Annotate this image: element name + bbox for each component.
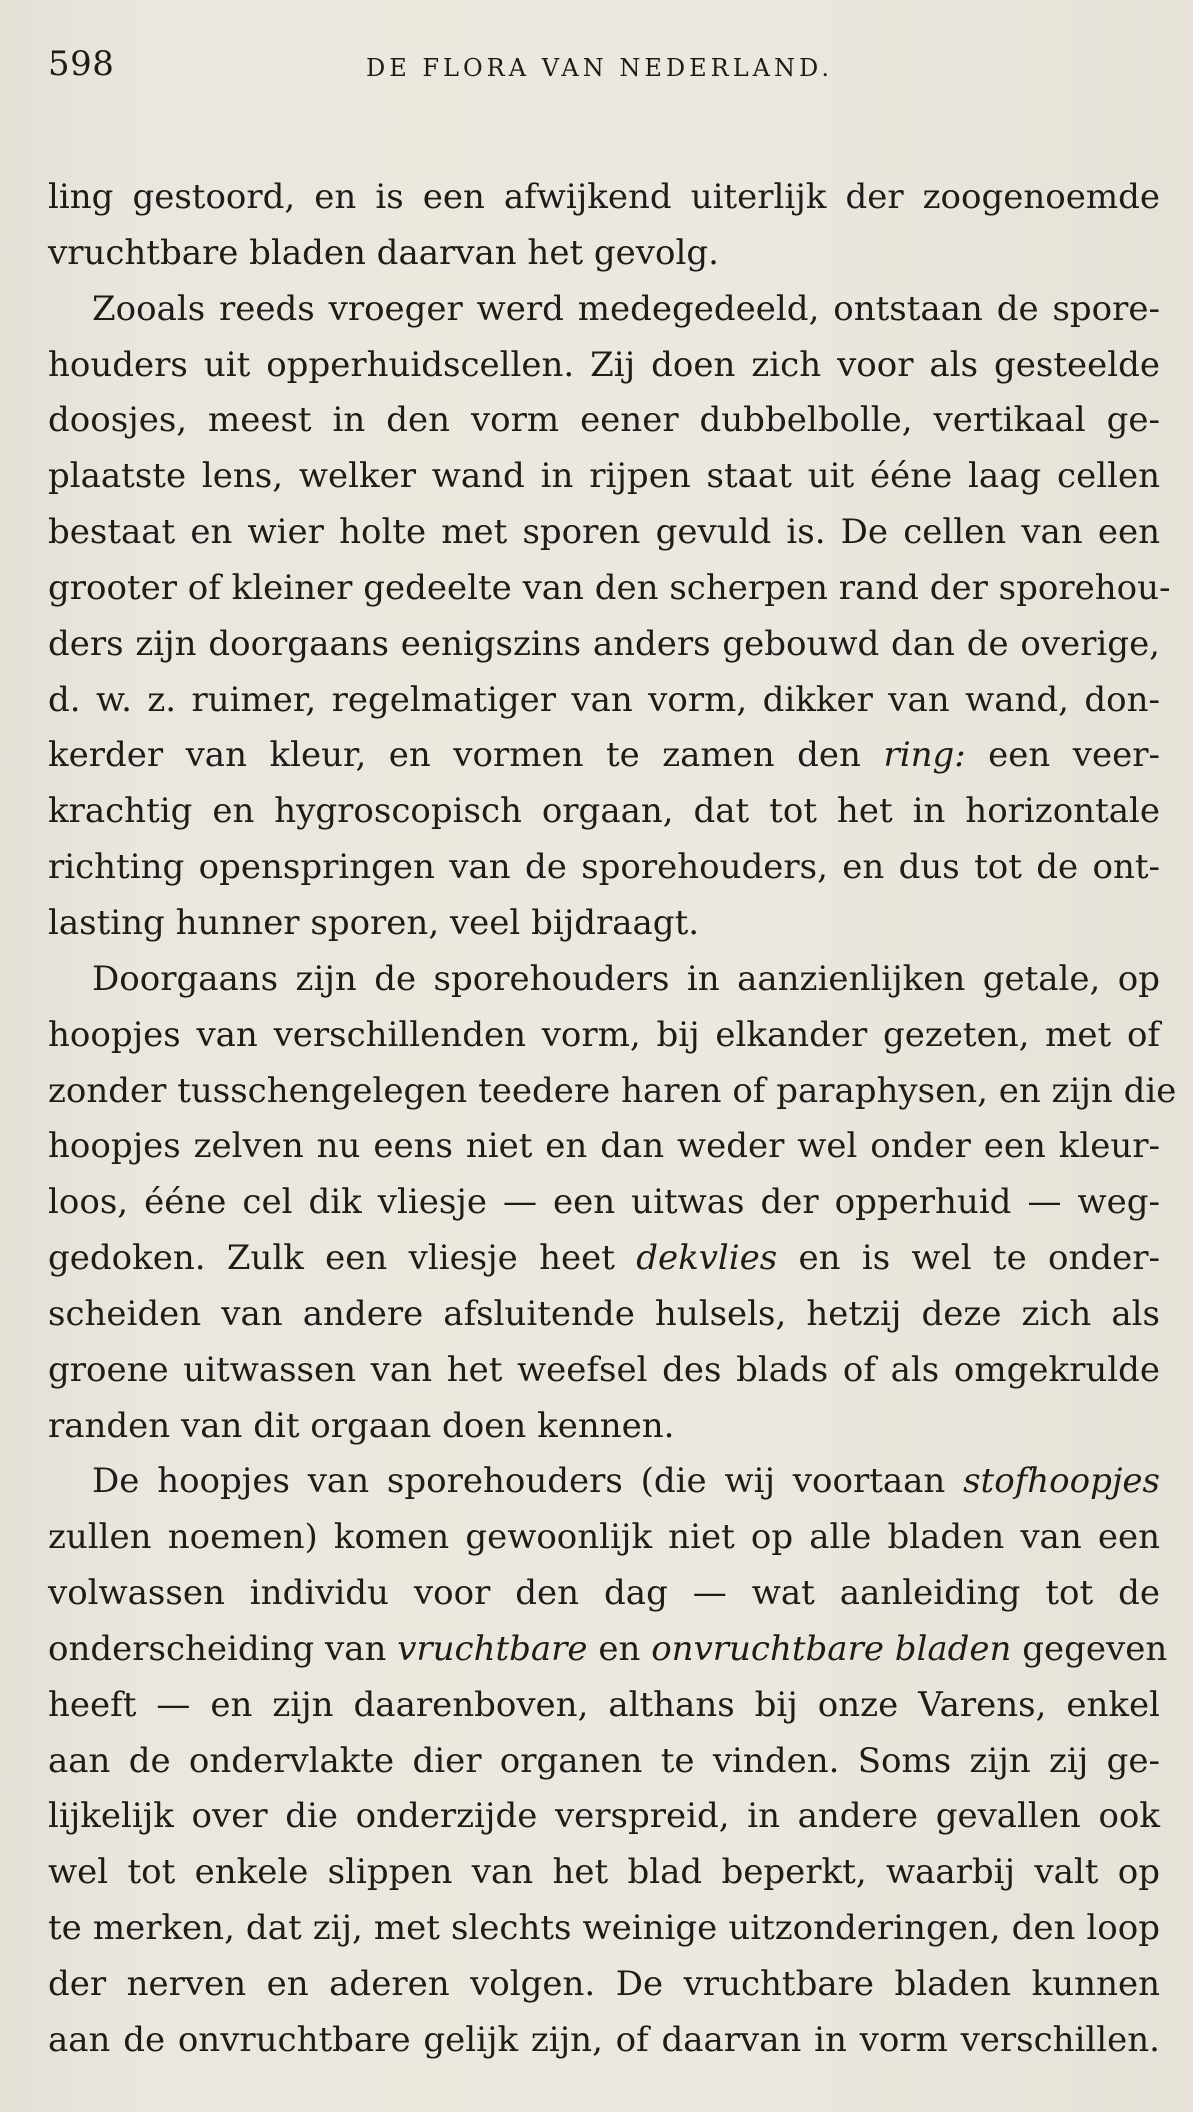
text-line: aan de ondervlakte dier organen te vinden. Soms zijn zij ge-	[48, 1740, 1160, 1781]
paragraph-start-line: Zooals reeds vroeger werd medegedeeld, ontstaan de spore-	[92, 288, 1160, 329]
page-number: 598	[48, 44, 115, 84]
text-line: hoopjes zelven nu eens niet en dan weder wel onder een kleur-	[48, 1126, 1160, 1167]
text-segment: en is wel te onder-	[777, 1238, 1160, 1279]
text-line: vruchtbare bladen daarvan het gevolg.	[48, 232, 719, 273]
text-segment: onderscheiding van	[48, 1628, 398, 1669]
text-line: bestaat en wier holte met sporen gevuld is. De cellen van een	[48, 512, 1160, 553]
paragraph-start-line: Doorgaans zijn de sporehouders in aanzienlijken getale, op	[92, 958, 1160, 999]
text-line: grooter of kleiner gedeelte van den scherpen rand der sporehou-	[48, 567, 1171, 608]
paragraph-start-line-stofhoopjes	[48, 1454, 1160, 1510]
text-segment: een veer-	[965, 735, 1160, 776]
text-line: plaatste lens, welker wand in rijpen staat uit ééne laag cellen	[48, 456, 1160, 497]
text-line: zullen noemen) komen gewoonlijk niet op alle bladen van een	[48, 1517, 1160, 1558]
text-line: te merken, dat zij, met slechts weinige uitzonderingen, den loop	[48, 1908, 1160, 1949]
italic-term-onvruchtbare-bladen: onvruchtbare bladen	[651, 1628, 1012, 1669]
page-header	[48, 44, 1163, 104]
text-line-bladen	[48, 1622, 1168, 1678]
text-line: d. w. z. ruimer, regelmatiger van vorm, dikker van wand, don-	[48, 679, 1160, 720]
text-line: zonder tusschengelegen teedere haren of paraphysen, en zijn die	[48, 1070, 1177, 1111]
text-line: randen van dit orgaan doen kennen.	[48, 1405, 675, 1446]
text-line: heeft — en zijn daarenboven, althans bij onze Varens, enkel	[48, 1684, 1160, 1725]
running-title: DE FLORA VAN NEDERLAND.	[366, 54, 833, 82]
text-line: aan de onvruchtbare gelijk zijn, of daarvan in vorm verschillen.	[48, 2019, 1160, 2060]
italic-term-vruchtbare: vruchtbare	[397, 1628, 588, 1669]
text-line: der nerven en aderen volgen. De vruchtbare bladen kunnen	[48, 1964, 1160, 2004]
text-line: hoopjes van verschillenden vorm, bij elkander gezeten, met of	[48, 1014, 1160, 1055]
text-segment: en	[587, 1628, 652, 1669]
text-line: lasting hunner sporen, veel bijdraagt.	[48, 902, 700, 943]
text-line: volwassen individu voor den dag — wat aanleiding tot de	[48, 1573, 1160, 1614]
text-line: scheiden van andere afsluitende hulsels, hetzij deze zich als	[48, 1293, 1160, 1334]
text-line: richting openspringen van de sporehouders, en dus tot de ont-	[48, 847, 1160, 888]
text-segment: gegeven	[1011, 1628, 1168, 1669]
body-text	[48, 170, 1177, 2069]
text-line: lijkelijk over die onderzijde verspreid, in andere gevallen ook	[48, 1796, 1160, 1837]
text-line: loos, ééne cel dik vliesje — een uitwas der opperhuid — weg-	[48, 1182, 1160, 1223]
text-line: groene uitwassen van het weefsel des blads of als omgekrulde	[48, 1349, 1160, 1390]
italic-term-ring: ring:	[883, 735, 966, 776]
text-line-dekvlies	[48, 1231, 1160, 1287]
text-line: ders zijn doorgaans eenigszins anders gebouwd dan de overige,	[48, 623, 1160, 664]
text-line: ling gestoord, en is een afwijkend uiterlijk der zoogenoemde	[48, 177, 1160, 217]
text-segment: kerder van kleur, en vormen te zamen den	[48, 735, 884, 776]
text-line: doosjes, meest in den vorm eener dubbelbolle, vertikaal ge-	[48, 400, 1160, 441]
text-segment: gedoken. Zulk een vliesje heet	[48, 1238, 637, 1279]
italic-term-dekvlies: dekvlies	[636, 1238, 778, 1279]
italic-term-stofhoopjes: stofhoopjes	[963, 1461, 1160, 1502]
text-line: krachtig en hygroscopisch orgaan, dat tot het in horizontale	[48, 791, 1160, 832]
text-line-ring	[48, 728, 1160, 784]
text-line: wel tot enkele slippen van het blad beperkt, waarbij valt op	[48, 1852, 1160, 1893]
text-line: houders uit opperhuidscellen. Zij doen zich voor als gesteelde	[48, 344, 1160, 385]
text-segment: De hoopjes van sporehouders (die wij voortaan	[92, 1461, 964, 1502]
